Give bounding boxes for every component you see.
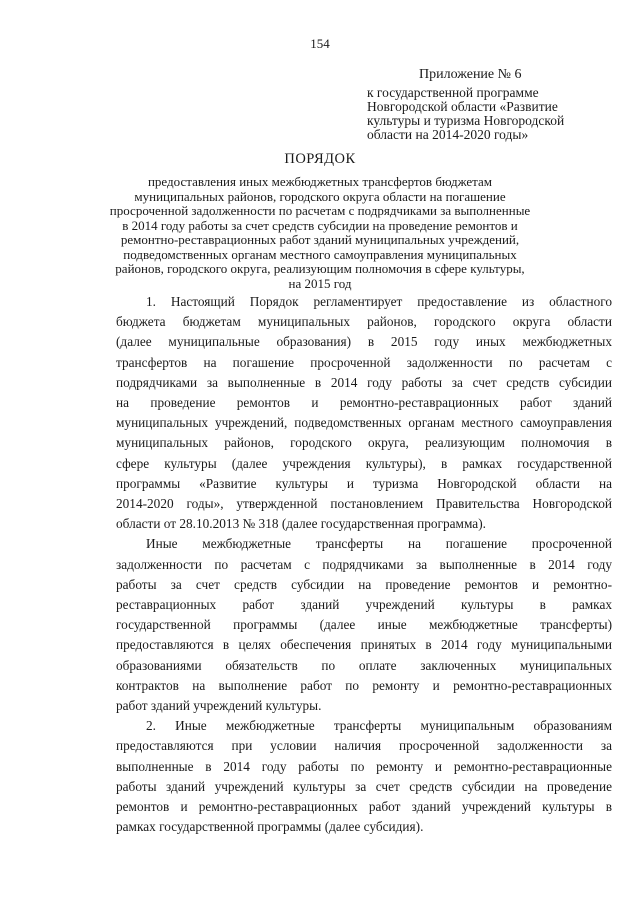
paragraph-3 xyxy=(116,716,612,837)
text-line: муниципальных учреждений, подведомственных органам местного самоуправления xyxy=(116,415,612,431)
text-line: программы «Развитие культуры и туризма Новгородской области на xyxy=(116,475,612,491)
appendix-line: области на 2014-2020 годы» xyxy=(367,127,529,142)
text-line: выполненные в 2014 году работы по ремонту и ремонтно-реставрационные xyxy=(116,758,612,774)
text-line: области от 28.10.2013 № 318 (далее государственная программа). xyxy=(116,516,486,532)
subtitle-line: подведомственных органам местного самоуправления муниципальных xyxy=(123,246,517,262)
appendix-line: Новгородской области «Развитие xyxy=(367,99,558,114)
text-line: 2. Иные межбюджетные трансферты муниципальным образованиям xyxy=(146,718,612,734)
subtitle-line: районов, городского округа, реализующим полномочия в сфере культуры, xyxy=(115,261,525,276)
text-line: предоставляются при условии наличия просроченной задолженности за xyxy=(116,738,612,754)
text-line: контрактов на выполнение работ по ремонту и ремонтно-реставрационных xyxy=(116,677,612,693)
text-line: (далее муниципальные образования) в 2015 году иных межбюджетных xyxy=(116,334,612,350)
appendix-title: Приложение № 6 xyxy=(419,67,522,82)
text-line: ремонтов и ремонтно-реставрационных работ зданий учреждений культуры в xyxy=(116,799,612,815)
text-line: рамках государственной программы (далее субсидия). xyxy=(116,819,424,835)
appendix-line: к государственной программе xyxy=(367,85,539,100)
text-line: сфере культуры (далее учреждения культуры), в рамках государственной xyxy=(116,455,612,471)
subtitle-line: просроченной задолженности по расчетам с подрядчиками за выполненные xyxy=(109,203,531,218)
subtitle-line: на 2015 год xyxy=(288,275,352,291)
appendix-subtitle xyxy=(367,86,617,142)
text-line: работ зданий учреждений культуры. xyxy=(116,698,322,714)
text-line: предоставляются в целях обеспечения принятых в 2014 году муниципальными xyxy=(116,637,612,653)
text-line: реставрационных работ зданий учреждений культуры в рамках xyxy=(116,597,612,613)
text-line: Иные межбюджетные трансферты на погашение просроченной xyxy=(146,536,612,552)
text-line: работы за счет средств субсидии на проведение ремонтов и ремонтно- xyxy=(116,576,612,592)
appendix-line: культуры и туризма Новгородской xyxy=(367,113,565,128)
text-line: бюджета бюджетам муниципальных районов, городского округа области xyxy=(116,314,612,330)
paragraph-1 xyxy=(116,292,612,534)
text-line: 1. Настоящий Порядок регламентирует предоставление из областного xyxy=(146,294,612,309)
page-number: 154 xyxy=(310,36,330,51)
appendix-header xyxy=(367,68,617,142)
text-line: трансфертов на погашение просроченной задолженности по расчетам с xyxy=(116,354,612,370)
document-heading: ПОРЯДОК xyxy=(284,151,356,167)
text-line: задолженности по расчетам с подрядчиками за выполненные в 2014 году xyxy=(116,556,612,572)
text-line: государственной программы (далее иные межбюджетные трансферты) xyxy=(116,617,612,633)
document-body xyxy=(116,292,612,837)
text-line: работы зданий учреждений культуры за счет средств субсидии на проведение xyxy=(116,778,612,794)
text-line: муниципальных районов, городского округа, реализующим полномочия в xyxy=(116,435,612,451)
text-line: 2014-2020 годы», утвержденной постановлением Правительства Новгородской xyxy=(116,496,612,512)
subtitle-line: в 2014 году работы за счет средств субсидии на проведение ремонтов и xyxy=(122,217,518,233)
text-line: на проведение ремонтов и ремонтно-реставрационных работ зданий xyxy=(116,395,612,411)
paragraph-2 xyxy=(116,534,612,716)
document-subtitle xyxy=(100,175,540,291)
subtitle-line: предоставления иных межбюджетных трансфертов бюджетам xyxy=(147,174,493,189)
text-line: образованиями обязательств по оплате заключенных муниципальных xyxy=(116,657,612,673)
text-line: подрядчиками за выполненные в 2014 году работы за счет средств субсидии xyxy=(116,374,612,390)
subtitle-line: муниципальных районов, городского округа области на погашение xyxy=(134,188,506,204)
subtitle-line: ремонтно-реставрационных работ зданий муниципальных учреждений, xyxy=(120,232,520,247)
